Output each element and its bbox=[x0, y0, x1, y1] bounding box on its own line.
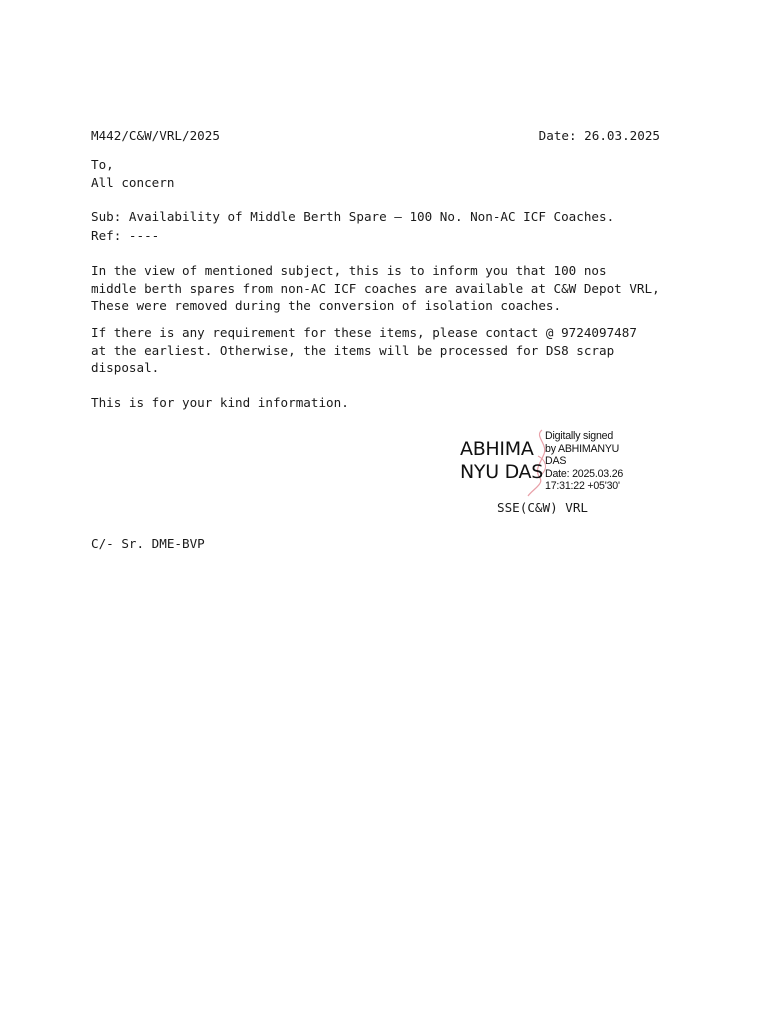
body-paragraph-1: In the view of mentioned subject, this is to inform you that 100 nos middle berth spares from non-AC ICF coaches are available at C&W Depot VRL, These were removed during the conversion of isolation coaches. bbox=[91, 263, 660, 313]
closing-line: This is for your kind information. bbox=[91, 395, 349, 410]
body-paragraph-2: If there is any requirement for these items, please contact @ 9724097487 at the earliest. Otherwise, the items will be processed for DS8 scrap disposal. bbox=[91, 325, 637, 375]
copy-to: C/- Sr. DME-BVP bbox=[91, 536, 205, 551]
subject-line: Sub: Availability of Middle Berth Spare – 100 No. Non-AC ICF Coaches. bbox=[91, 209, 615, 224]
digital-signature bbox=[460, 426, 660, 498]
signer-designation: SSE(C&W) VRL bbox=[497, 500, 588, 515]
signature-details-line-1: Digitally signed bbox=[545, 430, 614, 442]
signature-details bbox=[545, 430, 623, 493]
signer-name-line-1: ABHIMA bbox=[460, 438, 534, 460]
signature-details-line-3: DAS bbox=[545, 455, 567, 467]
reference-number: M442/C&W/VRL/2025 bbox=[91, 128, 220, 143]
signature-details-line-4: Date: 2025.03.26 bbox=[545, 467, 624, 480]
signature-details-line-2: by ABHIMANYU bbox=[545, 442, 620, 455]
reference-line: Ref: ---- bbox=[91, 228, 160, 243]
signer-name bbox=[460, 438, 543, 484]
letter-date: Date: 26.03.2025 bbox=[538, 128, 660, 143]
signature-details-line-5: 17:31:22 +05'30' bbox=[545, 480, 620, 492]
signer-name-line-2: NYU DAS bbox=[460, 461, 544, 483]
to-label: To, bbox=[91, 157, 114, 172]
addressee: All concern bbox=[91, 175, 175, 190]
